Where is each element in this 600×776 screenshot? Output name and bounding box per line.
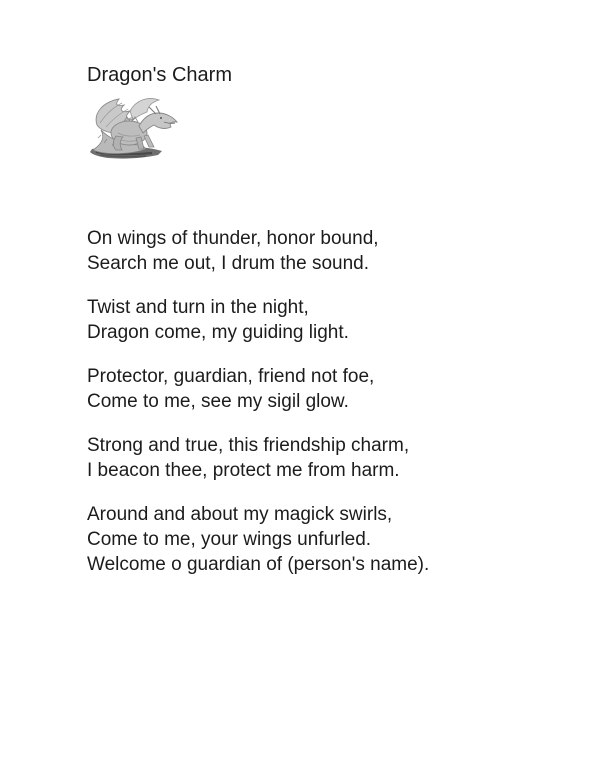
- poem-line: Dragon come, my guiding light.: [87, 322, 349, 343]
- dragon-illustration: [86, 94, 182, 160]
- poem-line: Protector, guardian, friend not foe,: [87, 366, 375, 387]
- poem-line: Come to me, your wings unfurled.: [87, 529, 372, 550]
- poem-stanza: [87, 364, 429, 414]
- poem-line: Come to me, see my sigil glow.: [87, 391, 349, 412]
- dragon-sketch-svg: [86, 94, 182, 160]
- poem-stanza: [87, 295, 429, 345]
- poem-stanza: [87, 433, 429, 483]
- poem-line: On wings of thunder, honor bound,: [87, 228, 379, 249]
- poem-line: Around and about my magick swirls,: [87, 504, 393, 525]
- page-title: Dragon's Charm: [87, 64, 232, 86]
- poem-stanza: [87, 502, 429, 577]
- poem-line: I beacon thee, protect me from harm.: [87, 460, 400, 481]
- poem-line: Welcome o guardian of (person's name).: [87, 554, 430, 575]
- poem-line: Search me out, I drum the sound.: [87, 253, 369, 274]
- poem-line: Twist and turn in the night,: [87, 297, 309, 318]
- poem-stanza: [87, 226, 429, 276]
- poem-line: Strong and true, this friendship charm,: [87, 435, 410, 456]
- poem: [87, 226, 429, 596]
